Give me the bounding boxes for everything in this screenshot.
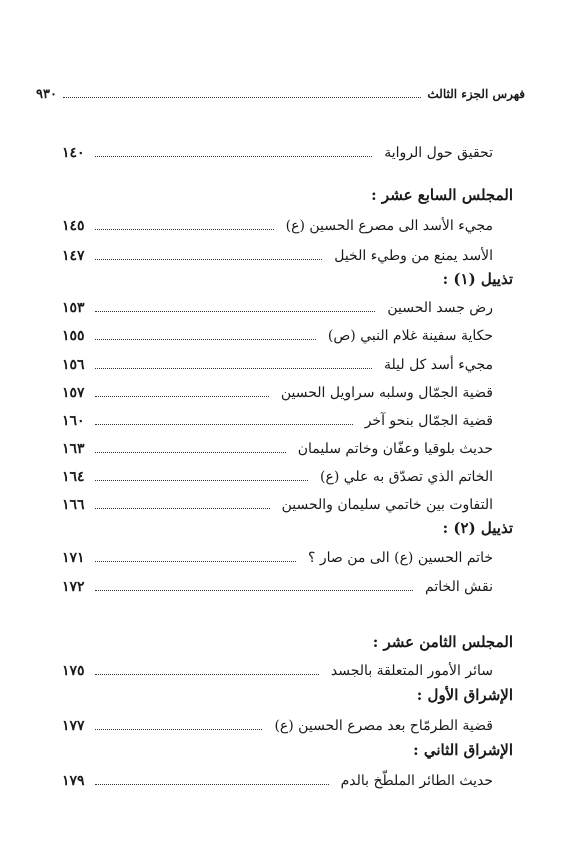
entry-page-number: ١٦٦	[62, 497, 85, 513]
entry-page-number: ١٥٧	[62, 385, 85, 401]
entry-page-number: ١٥٦	[62, 357, 85, 373]
entry-title: حكاية سفينة غلام النبي (ص)	[327, 328, 493, 344]
entry-title: قضية الطرمّاح بعد مصرع الحسين (ع)	[274, 718, 493, 734]
dot-leader	[95, 229, 274, 230]
dot-leader	[95, 259, 322, 260]
entry-page-number: ١٧٢	[62, 579, 85, 595]
toc-entry	[36, 411, 515, 435]
section-heading: تذييل (٢) :	[442, 519, 513, 537]
dot-leader	[95, 508, 270, 509]
entry-page-number: ١٧٩	[62, 773, 85, 789]
entry-title: الخاتم الذي تصدّق به علي (ع)	[320, 469, 493, 485]
toc-entry	[36, 298, 515, 322]
section-heading: الإشراق الأول :	[416, 686, 513, 704]
entry-title: نقش الخاتم	[425, 579, 493, 595]
dot-leader	[95, 729, 262, 730]
dot-leader	[95, 156, 372, 157]
entry-title: حديث الطائر الملطّخ بالدم	[340, 773, 493, 789]
entry-page-number: ١٧٥	[62, 663, 85, 679]
toc-entry	[36, 577, 515, 601]
entry-page-number: ١٦٣	[62, 441, 85, 457]
toc-entry	[36, 495, 515, 519]
entry-page-number: ١٤٥	[62, 218, 85, 234]
dot-leader	[95, 396, 269, 397]
entry-page-number: ١٤٧	[62, 248, 85, 264]
entry-title: قضية الجمّال وسلبه سراويل الحسين	[280, 385, 493, 401]
entry-title: تحقيق حول الرواية	[384, 145, 493, 161]
header-page-number: ٩٣٠	[36, 86, 57, 102]
toc-entry	[36, 467, 515, 491]
toc-entry	[36, 326, 515, 350]
dot-leader	[95, 368, 372, 369]
entry-page-number: ١٤٠	[62, 145, 85, 161]
dot-leader	[95, 674, 319, 675]
entry-page-number: ١٦٤	[62, 469, 85, 485]
entry-title: الأسد يمنع من وطيء الخيل	[334, 248, 493, 264]
toc-entry	[36, 383, 515, 407]
dot-leader	[95, 452, 286, 453]
dot-leader	[95, 561, 296, 562]
entry-title: قضية الجمّال بنحو آخر	[364, 413, 493, 429]
toc-entry	[36, 246, 515, 270]
section-heading: المجلس السابع عشر :	[371, 186, 513, 204]
toc-entry	[36, 771, 515, 795]
header-title: فهرس الجزء الثالث	[427, 87, 525, 101]
entry-title: مجيء أسد كل ليلة	[383, 357, 493, 373]
entry-page-number: ١٧١	[62, 550, 85, 566]
entry-title: رض جسد الحسين	[387, 300, 493, 316]
entry-title: حديث بلوقيا وعفّان وخاتم سليمان	[297, 441, 493, 457]
toc-entry	[36, 661, 515, 685]
dot-leader	[95, 339, 316, 340]
dot-leader	[95, 311, 375, 312]
dot-leader	[95, 424, 353, 425]
entry-page-number: ١٦٠	[62, 413, 85, 429]
entry-title: سائر الأمور المتعلقة بالجسد	[330, 663, 493, 679]
dot-leader	[95, 784, 329, 785]
entry-page-number: ١٧٧	[62, 718, 85, 734]
section-heading: الإشراق الثاني :	[413, 741, 513, 759]
entry-title: مجيء الأسد الى مصرع الحسين (ع)	[285, 218, 493, 234]
section-heading: المجلس الثامن عشر :	[372, 633, 513, 651]
entry-page-number: ١٥٥	[62, 328, 85, 344]
toc-entry	[36, 355, 515, 379]
section-heading: تذييل (١) :	[442, 270, 513, 288]
toc-entry	[36, 548, 515, 572]
entry-title: خاتم الحسين (ع) الى من صار ؟	[307, 550, 493, 566]
toc-entry	[36, 216, 515, 240]
entry-page-number: ١٥٣	[62, 300, 85, 316]
entry-title: التفاوت بين خاتمي سليمان والحسين	[281, 497, 493, 513]
toc-entry	[36, 716, 515, 740]
toc-entry	[36, 439, 515, 463]
toc-entry	[36, 143, 515, 167]
dot-leader	[95, 480, 308, 481]
dot-leader	[95, 590, 413, 591]
